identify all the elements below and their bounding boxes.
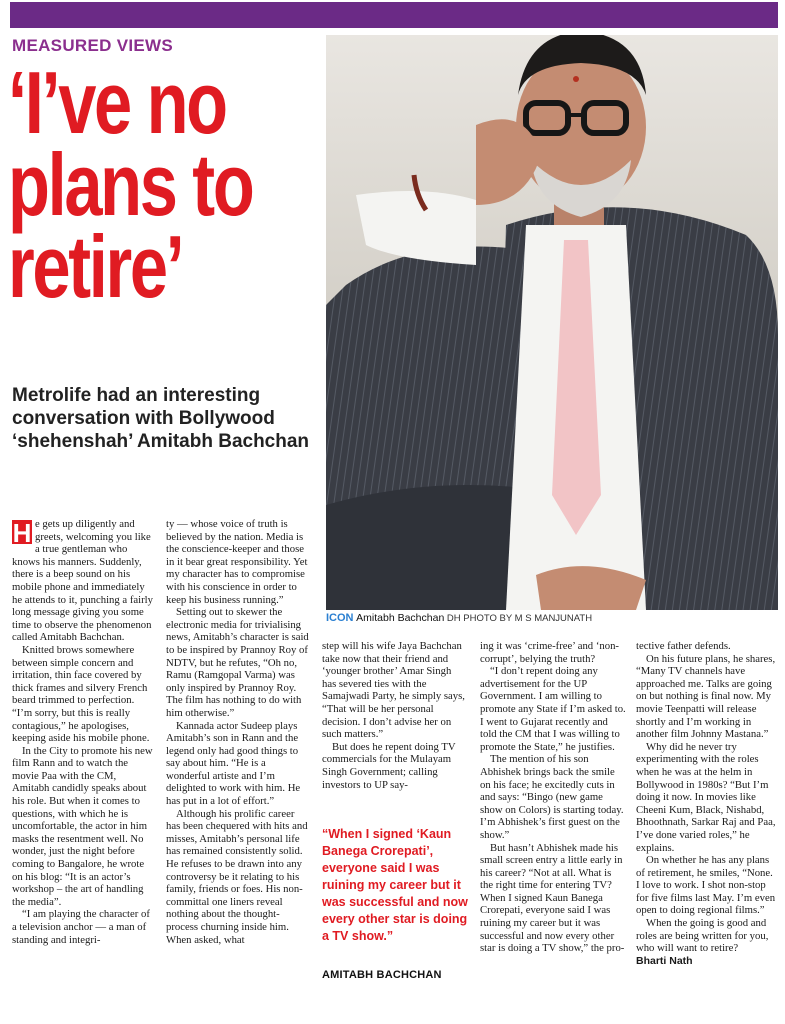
- paragraph: The mention of his son Abhishek brings back the smile on his face; he excitedly cuts in and says: “Bingo (new game show on Colors) is starting today. I’m Abhishek’s first guest on the show.”: [480, 753, 624, 841]
- paragraph: tective father defends.: [636, 640, 731, 652]
- body-column-5: [636, 640, 778, 967]
- paragraph: “I don’t repent doing any advertisement for the UP Government. I am willing to promote any State if I’m asked to. I went to Gujarat recently and told the CM that I was willing to promote the State,” he justifies.: [480, 665, 626, 753]
- paragraph: When the going is good and roles are being written for you, who will want to retire?: [636, 917, 769, 955]
- paragraph: But does he repent doing TV commercials for the Mulayam Singh Government; calling investors to UP say-: [322, 740, 456, 791]
- subheadline: Metrolife had an interesting conversation with Bollywood ‘shehenshah’ Amitabh Bachchan: [12, 385, 310, 452]
- caption-keyword: ICON: [326, 612, 354, 624]
- paragraph: step will his wife Jaya Bachchan take now that their friend and ‘younger brother’ Amar Singh has severed ties with the Samajwadi Party, he simply says, “That will be her personal decision. I don’t advise her on such matters.”: [322, 640, 465, 741]
- portrait-illustration: [326, 35, 778, 610]
- photo-caption: [326, 612, 592, 624]
- paragraph: [12, 518, 154, 644]
- paragraph-text: e gets up diligently and greets, welcoming you like a true gentleman who knows his manners. Suddenly, there is a beep sound on his mobile phone and immediately he attends to it, punching a fairly long message giving you some time to observe the phenomenon called Amitabh Bachchan.: [12, 518, 153, 644]
- paragraph: Although his prolific career has been chequered with hits and misses, Amitabh’s personal life has remained consistently solid. He refuses to be drawn into any controversy be it relating to his family, friends or foes. His non-committal one liners reveal nothing about the thought-process churning inside him. When asked, what: [166, 807, 308, 946]
- body-column-2: [166, 518, 310, 946]
- drop-cap: H: [12, 518, 32, 548]
- pull-quote: “When I signed ‘Kaun Banega Crorepati’, everyone said I was ruining my career but it was successful and now every other star is doing a TV show.”: [322, 827, 468, 943]
- pull-quote-attribution: AMITABH BACHCHAN: [322, 969, 442, 981]
- paragraph: “I am playing the character of a television anchor — a man of standing and integri-: [12, 908, 150, 946]
- paragraph: Knitted brows somewhere between simple concern and irritation, thin face covered by thick frames and silvery French beard trimmed to perfection. “I’m sorry, but this is really contagious,” he apologises, keeping aside his mobile phone.: [12, 643, 150, 745]
- paragraph: Kannada actor Sudeep plays Amitabh’s son in Rann and the legend only had good things to say about him. “He is a wonderful artiste and I’m delighted to work with him. He has put in a lot of effort.”: [166, 719, 301, 808]
- headline: [8, 53, 258, 316]
- paragraph: Setting out to skewer the electronic media for trivialising news, Amitabh’s character is said to be inspired by Prannoy Roy of NDTV, but he refutes, “Oh no, Ramu (Ramgopal Varma) was only inspired by Prannoy Roy. The film has nothing to do with him otherwise.”: [166, 606, 309, 719]
- body-column-4: [480, 640, 626, 955]
- paragraph: On whether he has any plans of retirement, he smiles, “None. I love to work. I shot non-stop for five films last May. I’m even open to doing regional films.”: [636, 854, 776, 917]
- section-label: MEASURED VIEWS: [12, 36, 173, 55]
- paragraph: On his future plans, he shares, “Many TV channels have approached me. Talks are going on but nothing is final now. My movie Teenpatti will release shortly and I’m working in another film Johnny Mastana.”: [636, 652, 776, 741]
- paragraph: In the City to promote his new film Rann and to watch the movie Paa with the CM, Amitabh candidly speaks about his role. But when it comes to questions, with which he is uncomfortable, the actor in him masks the resentment well. No wonder, just the night before coming to Bangalore, he wrote on his blog: “It is an actor’s workshop – the art of handling the media”.: [12, 744, 153, 908]
- paragraph: But hasn’t Abhishek made his small screen entry a little early in his career? “Not at all. What is the right time for entering TV? When I signed Kaun Banega Crorepati, everyone said I was ruining my career but it was successful and now every other star is doing a TV show,” the pro-: [480, 841, 625, 955]
- headline-line-3: retire’: [8, 217, 183, 316]
- caption-credit: DH PHOTO BY M S MANJUNATH: [446, 613, 593, 624]
- body-column-1: [12, 518, 154, 946]
- headline-line-1: ‘I’ve no: [8, 53, 226, 152]
- paragraph: ty — whose voice of truth is believed by the nation. Media is the conscience-keeper and those in it bear great responsibility. Yet my character has to compromise with his conscience in order to keep his business running.”: [166, 518, 308, 606]
- author-byline: Bharti Nath: [636, 954, 693, 967]
- paragraph: ing it was ‘crime-free’ and ‘non-corrupt’, belying the truth?: [480, 640, 619, 665]
- caption-name: Amitabh Bachchan: [356, 612, 445, 624]
- header-color-bar: [10, 2, 778, 28]
- headline-line-2: plans to: [8, 135, 253, 234]
- paragraph: Why did he never try experimenting with the roles when he was at the helm in Bollywood in 1980s? “But I’m doing it now. In movies like Cheeni Kum, Black, Nishabd, Bhoothnath, Sarkar Raj and Paa, I’ve done varied roles,” he explains.: [636, 740, 776, 854]
- portrait-photo: [326, 35, 778, 610]
- body-column-3: [322, 640, 468, 791]
